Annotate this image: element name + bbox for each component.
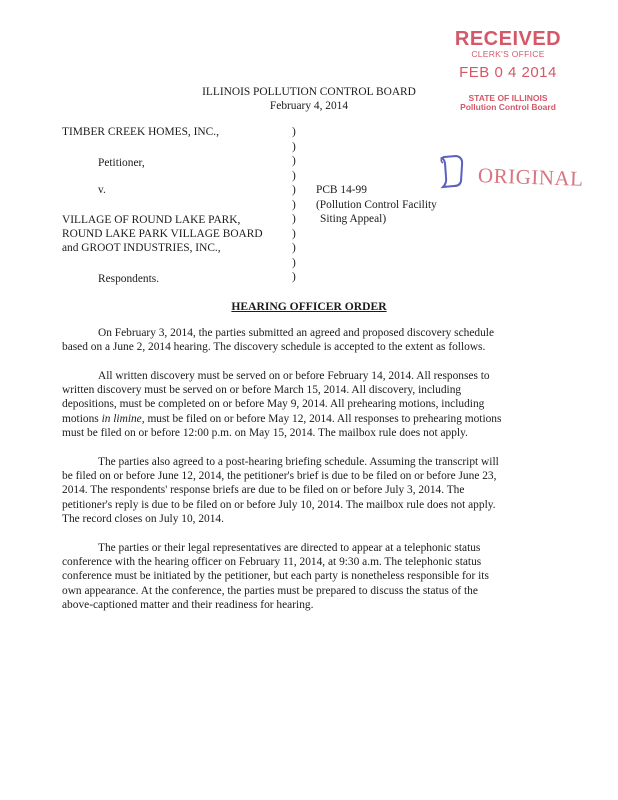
original-stamp: ORIGINAL [477, 163, 584, 191]
caption-bracket: ) [292, 199, 296, 211]
paragraph-1 [62, 326, 562, 354]
case-number: PCB 14-99 [316, 184, 367, 196]
respondent-role: Respondents. [98, 273, 160, 285]
caption-bracket: ) [292, 126, 296, 138]
paragraph-line: petitioner's reply is due to be filed on or before July 10, 2014. The mailbox rule does not apply. [62, 498, 496, 511]
paragraph-line: conference with the hearing officer on February 11, 2014, at 9:30 a.m. The telephonic status [62, 556, 482, 569]
caption-bracket: ) [292, 141, 296, 153]
paragraph-line: The record closes on July 10, 2014. [62, 512, 224, 525]
document-stamp-icon [438, 153, 468, 189]
paragraph-line: written discovery must be served on or before March 15, 2014. All discovery, including [62, 384, 462, 397]
caption-bracket: ) [292, 184, 296, 196]
paragraph-line: own appearance. At the conference, the parties must be prepared to discuss the status of the [62, 584, 478, 597]
latin-term: in limine [101, 412, 142, 425]
caption-bracket: ) [292, 213, 296, 225]
paragraph-line: motions in limine, must be filed on or before May 12, 2014. All responses to prehearing motions [62, 412, 502, 425]
respondent-line-1: VILLAGE OF ROUND LAKE PARK, [62, 214, 241, 226]
received-stamp-state-line: STATE OF ILLINOIS [468, 93, 548, 103]
caption-bracket: ) [292, 155, 296, 167]
paragraph-line: must be filed on or before 12:00 p.m. on May 15, 2014. The mailbox rule does not apply. [62, 426, 468, 439]
respondent-line-2: ROUND LAKE PARK VILLAGE BOARD [62, 228, 263, 240]
order-date: February 4, 2014 [269, 100, 349, 112]
caption-bracket: ) [292, 271, 296, 283]
case-description-line-2: Siting Appeal) [320, 213, 387, 225]
caption-bracket: ) [292, 257, 296, 269]
received-stamp-date: FEB 0 4 2014 [459, 64, 557, 81]
paragraph-line: The parties or their legal representatives are directed to appear at a telephonic status [98, 542, 481, 554]
paragraph-3 [62, 455, 562, 526]
caption-bracket: ) [292, 170, 296, 182]
paragraph-line: 2014. The respondents' response briefs are due to be filed on or before July 3, 2014. The [62, 484, 465, 497]
versus: v. [98, 184, 106, 196]
respondent-line-3: and GROOT INDUSTRIES, INC., [62, 242, 221, 254]
case-description-line-1: (Pollution Control Facility [316, 199, 437, 211]
order-title: HEARING OFFICER ORDER [231, 300, 387, 313]
paragraph-line: All written discovery must be served on or before February 14, 2014. All responses to [98, 370, 490, 382]
paragraph-line: The parties also agreed to a post-hearing briefing schedule. Assuming the transcript will [98, 456, 499, 468]
received-stamp-office: CLERK'S OFFICE [471, 49, 545, 59]
paragraph-line: On February 3, 2014, the parties submitted an agreed and proposed discovery schedule [98, 327, 495, 339]
paragraph-4 [62, 541, 562, 612]
paragraph-2 [62, 369, 562, 440]
paragraph-line: be filed on or before June 12, 2014, the petitioner's brief is due to be filed on or before June 23, [62, 470, 497, 483]
paragraph-line: depositions, must be completed on or before May 9, 2014. All prehearing motions, including [62, 398, 485, 411]
paragraph-line: above-captioned matter and their readiness for hearing. [62, 598, 314, 611]
caption-bracket: ) [292, 242, 296, 254]
received-stamp-title: RECEIVED [454, 28, 562, 50]
board-name: ILLINOIS POLLUTION CONTROL BOARD [202, 86, 416, 98]
petitioner-name: TIMBER CREEK HOMES, INC., [62, 126, 219, 138]
paragraph-line: based on a June 2, 2014 hearing. The discovery schedule is accepted to the extent as follows. [62, 341, 486, 354]
petitioner-role: Petitioner, [98, 157, 145, 169]
paragraph-line: conference must be initiated by the petitioner, but each party is nonetheless responsible for its [62, 570, 489, 583]
caption-bracket: ) [292, 228, 296, 240]
received-stamp-board-line: Pollution Control Board [460, 102, 556, 112]
